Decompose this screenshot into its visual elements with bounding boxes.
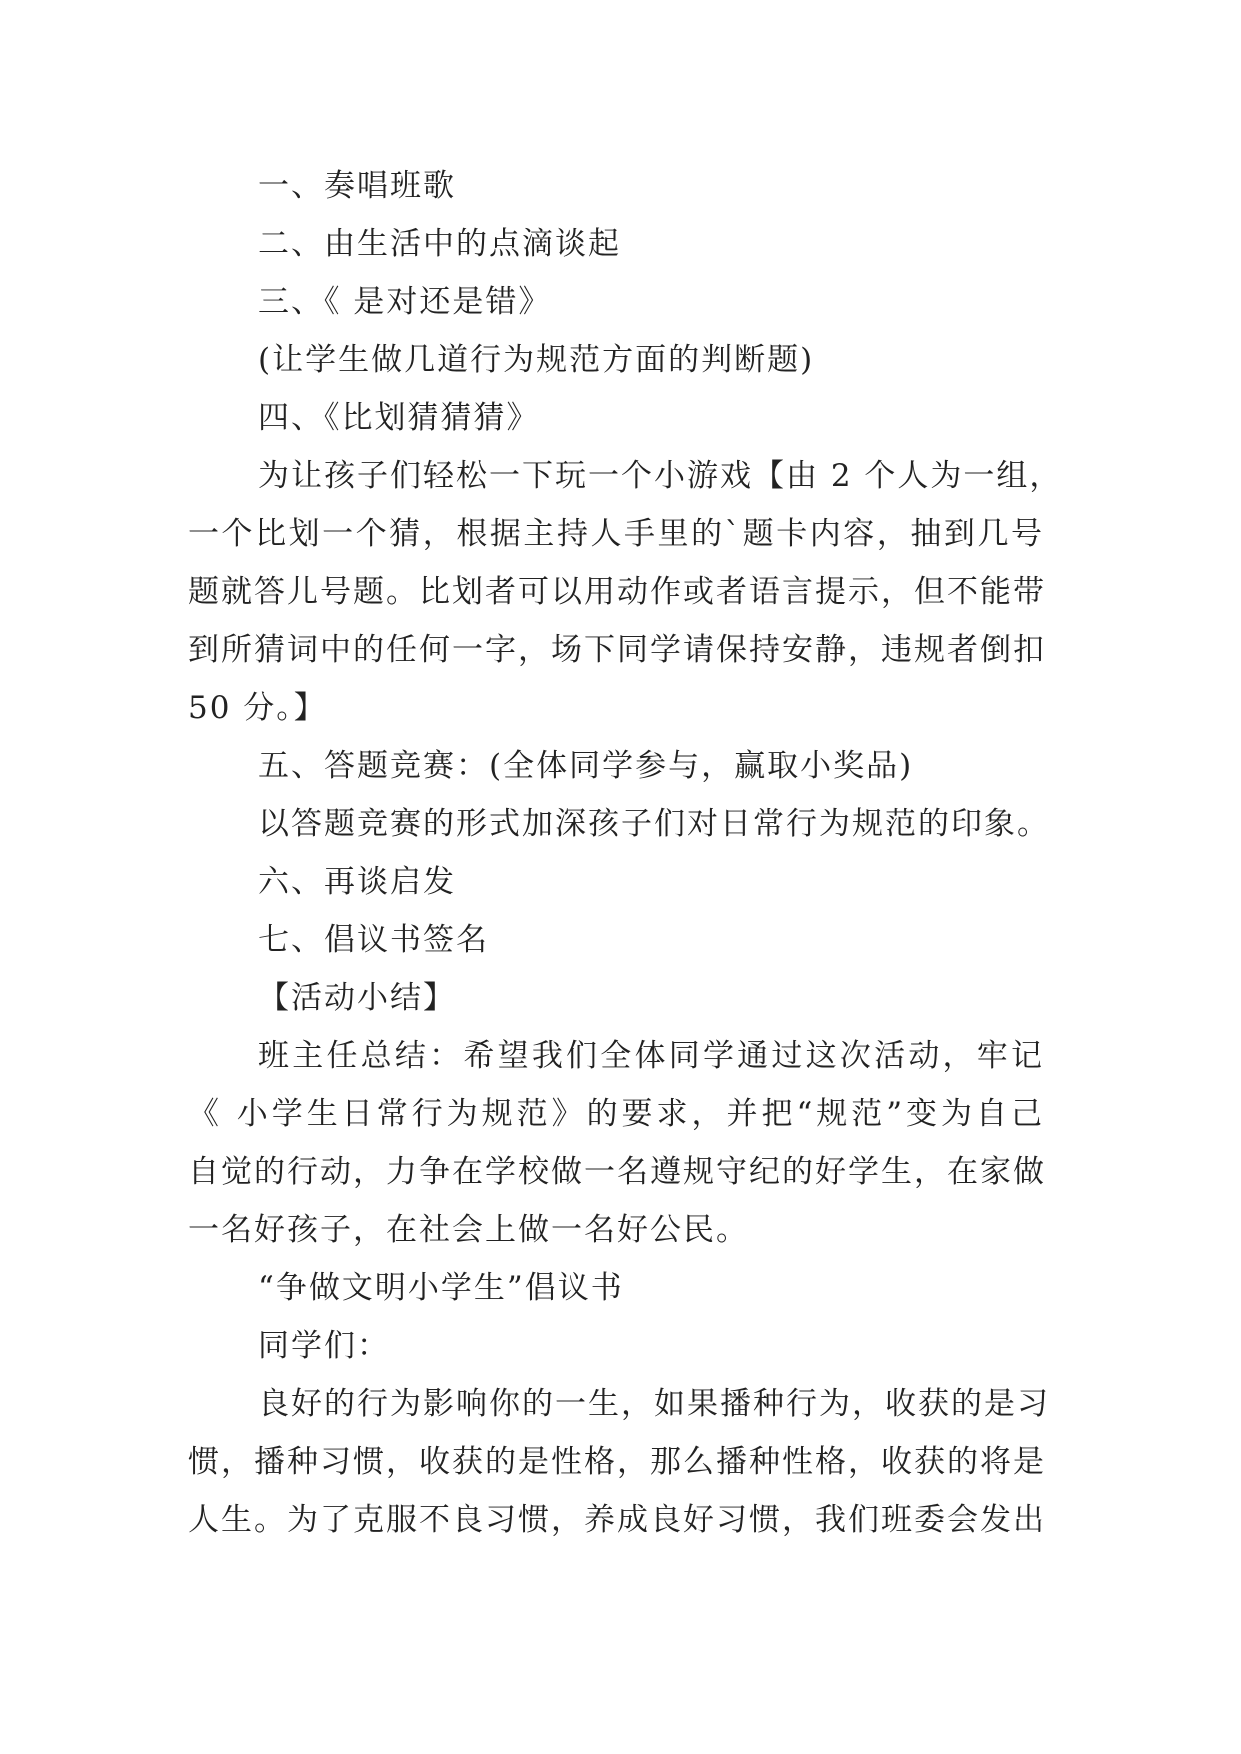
paragraph-game-line-1: 为让孩子们轻松一下玩一个小游戏【由 2 个人为一组，: [258, 458, 1063, 494]
heading-discuss-again: 六、再谈启发: [258, 864, 456, 900]
paragraph-game-line-5: 50 分。】: [188, 690, 327, 726]
heading-guessing-game: 四、《比划猜猜猜》: [258, 400, 540, 436]
heading-sing-class-song: 一、奏唱班歌: [258, 168, 456, 204]
paragraph-summary-line-1: 班主任总结：希望我们全体同学通过这次活动，牢记: [258, 1038, 1044, 1074]
paragraph-quiz: 以答题竞赛的形式加深孩子们对日常行为规范的印象。: [258, 806, 1050, 842]
proposal-greeting: 同学们：: [258, 1328, 390, 1364]
heading-sign-proposal: 七、倡议书签名: [258, 922, 489, 958]
heading-talk-from-life: 二、由生活中的点滴谈起: [258, 226, 621, 262]
proposal-paragraph-line-1: 良好的行为影响你的一生，如果播种行为，收获的是习: [258, 1386, 1050, 1422]
heading-quiz-competition: 五、答题竞赛：(全体同学参与，赢取小奖品): [258, 748, 914, 784]
paragraph-summary-line-4: 一名好孩子，在社会上做一名好公民。: [188, 1212, 749, 1248]
proposal-paragraph-line-2: 惯，播种习惯，收获的是性格，那么播种性格，收获的将是: [188, 1444, 1046, 1480]
paragraph-game-line-2: 一个比划一个猜，根据主持人手里的`题卡内容，抽到几号: [188, 516, 1044, 552]
proposal-title: “争做文明小学生”倡议书: [258, 1270, 624, 1306]
paragraph-summary-line-3: 自觉的行动，力争在学校做一名遵规守纪的好学生，在家做: [188, 1154, 1046, 1190]
note-judgement-questions: (让学生做几道行为规范方面的判断题): [258, 342, 815, 378]
paragraph-game-line-4: 到所猜词中的任何一字，场下同学请保持安静，违规者倒扣: [188, 632, 1046, 668]
heading-activity-summary: 【活动小结】: [258, 980, 456, 1016]
heading-right-or-wrong: 三、《 是对还是错》: [258, 284, 552, 320]
proposal-paragraph-line-3: 人生。为了克服不良习惯，养成良好习惯，我们班委会发出: [188, 1502, 1046, 1538]
paragraph-game-line-3: 题就答儿号题。比划者可以用动作或者语言提示，但不能带: [188, 574, 1046, 610]
paragraph-summary-line-2: 《 小学生日常行为规范》的要求，并把“规范”变为自己: [188, 1096, 1044, 1132]
